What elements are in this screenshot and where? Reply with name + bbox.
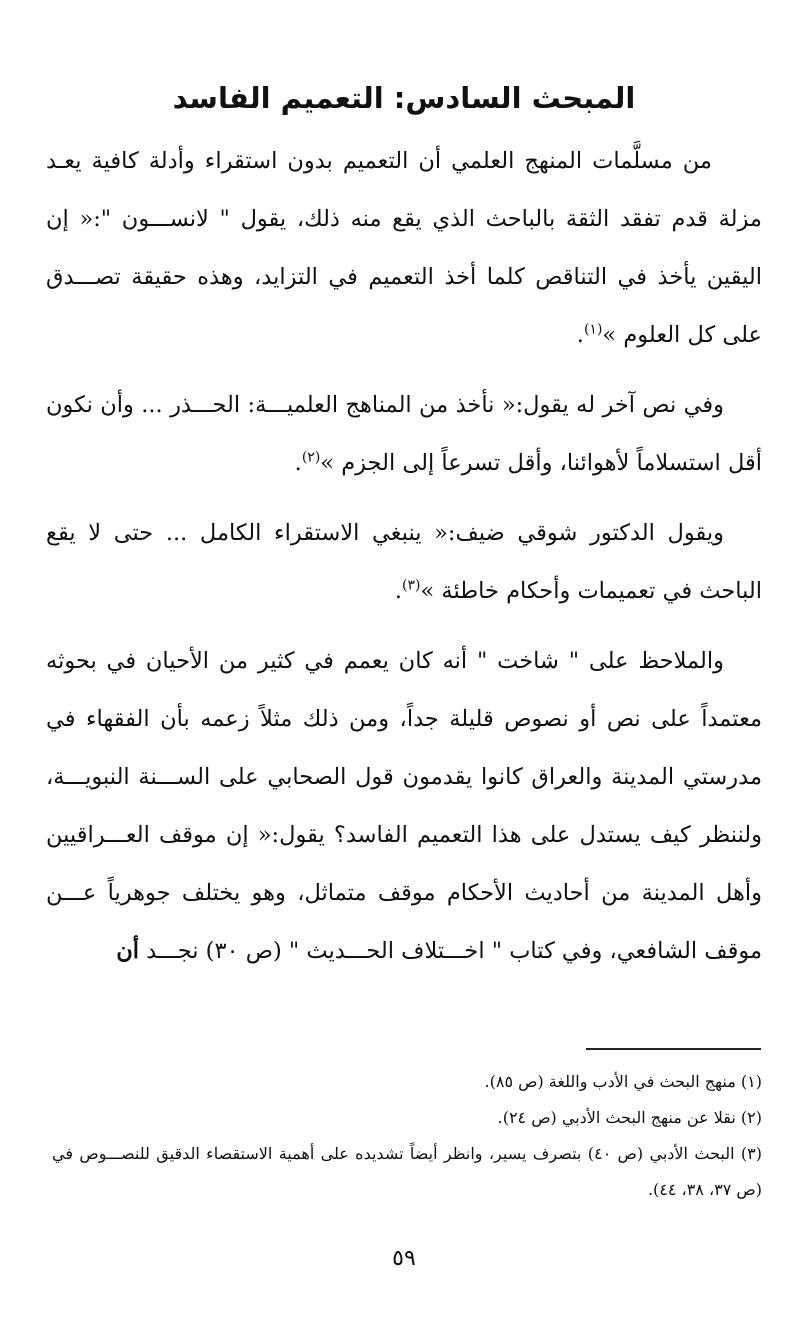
bold-word: أن [116, 938, 139, 964]
paragraph-end: . [394, 578, 403, 604]
section-heading: المبحث السادس: التعميم الفاسد [172, 81, 636, 115]
paragraph [46, 376, 762, 492]
footnotes [52, 1064, 762, 1208]
footnote: (١) منهج البحث في الأدب واللغة (ص ٨٥). [484, 1072, 762, 1091]
footnote-ref[interactable]: (٣) [402, 577, 421, 594]
paragraph-end: . [294, 450, 302, 476]
main-text [46, 132, 762, 992]
paragraph-text: والملاحظ على " شاخت " أنه كان يعمم في كثير من الأحيان في بحوثه معتمداً على نص أو نصوص قليلة جداً، ومن ذلك مثلاً زعمه بأن الفقهاء في مدرستي المدينة والعراق كانوا يقدمون قول الصحابي على الســـنة النبويـــة، ولننظر كيف يستدل على هذا التعميم الفاسد؟ يقول:« إن موقف العـــراقيين وأهل المدينة من أحاديث الأحكام موقف متماثل، وهو يختلف جوهرياً عـــن موقف الشافعي، وفي كتاب " اخـــتلاف الحـــديث " (ص ٣٠) نجـــد [46, 648, 762, 964]
paragraph-end: . [576, 322, 584, 348]
footnote: (٢) نقلا عن منهج البحث الأدبي (ص ٢٤). [497, 1108, 762, 1127]
footnote-ref[interactable]: (٢) [301, 449, 321, 466]
paragraph-text: من مسلَّمات المنهج العلمي أن التعميم بدون استقراء وأدلة كافية يعـد مزلة قدم تفقد الثقة بالباحث الذي يقع منه ذلك، يقول " لانســـون ":« إن اليقين يأخذ في التناقص كلما أخذ التعميم في التزايد، وهذه حقيقة تصـــدق على كل العلوم » [46, 148, 762, 348]
footnote-divider [586, 1048, 761, 1050]
paragraph-text: وفي نص آخر له يقول:« نأخذ من المناهج العلميـــة: الحـــذر ... وأن نكون أقل استسلاماً لأهوائنا، وأقل تسرعاً إلى الجزم » [46, 392, 762, 476]
footnote: (٣) البحث الأدبي (ص ٤٠) بتصرف يسير، وانظر أيضاً تشديده على أهمية الاستقصاء الدقيق للنصـــوص في (ص ٣٧، ٣٨، ٤٤). [52, 1144, 762, 1199]
paragraph [46, 632, 762, 980]
paragraph [46, 132, 762, 364]
page-number: ٥٩ [392, 1246, 416, 1271]
paragraph [46, 504, 762, 620]
footnote-ref[interactable]: (١) [583, 321, 603, 338]
paragraph-text: ويقول الدكتور شوقي ضيف:« ينبغي الاستقراء الكامل ... حتى لا يقع الباحث في تعميمات وأحكام خاطئة » [46, 520, 762, 604]
